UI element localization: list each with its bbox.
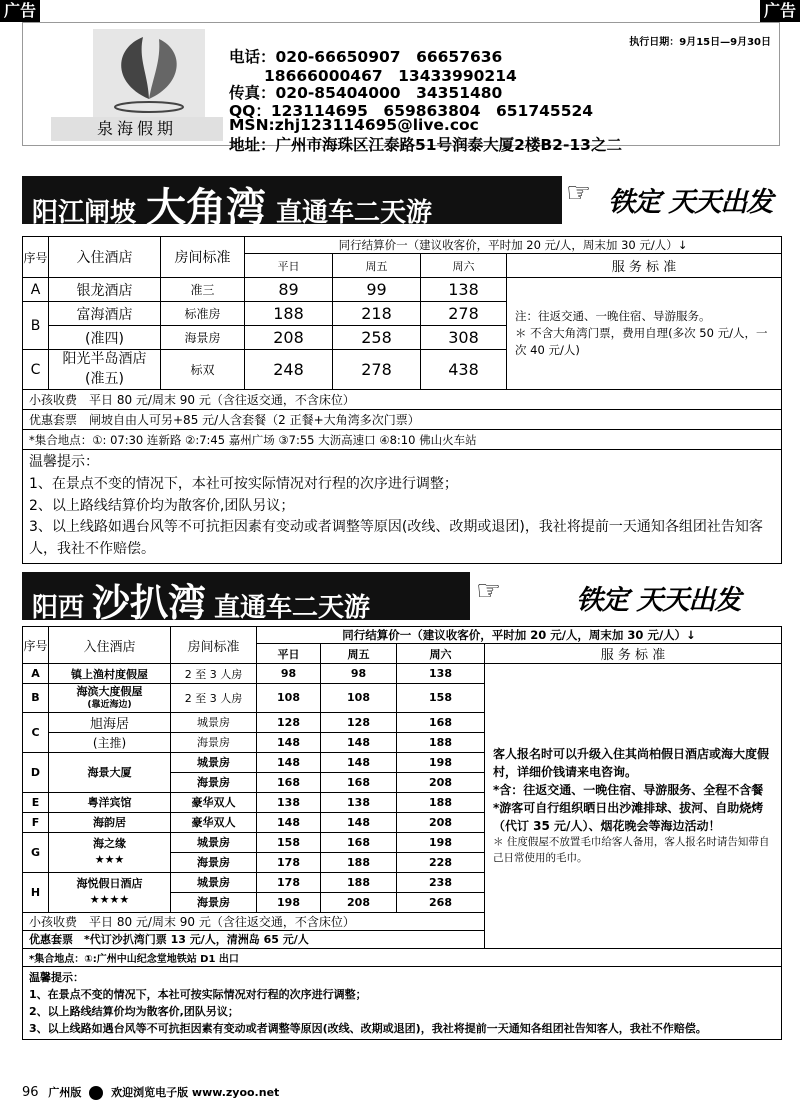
row-hotel [49,350,161,390]
row-seq: C [23,350,49,390]
row-room: 城景房 [171,872,257,892]
section2-child: 小孩收费 平日 80 元/周末 90 元（含往返交通，不含床位） [23,912,782,930]
tip-line: 1、在景点不变的情况下，本社可按实际情况对行程的次序进行调整； [29,475,458,492]
company-logo [93,29,205,119]
section1-title-b: 大角湾 [146,185,267,231]
row-room: 海景房 [171,732,257,752]
row-price: 278 [421,302,507,326]
row-seq: C [23,712,49,752]
address-line: 地址：广州市海珠区江泰路51号润泰大厦2楼B2-13之二 [229,136,622,154]
header-room: 房间标准 [161,237,245,278]
row-price: 188 [397,792,485,812]
row-price: 148 [257,812,321,832]
section1-package: 优惠套票 闸坡自由人可另+85 元/人含套餐（2 正餐+大角湾多次门票） [23,410,782,430]
row-price: 98 [321,664,397,684]
row-hotel: 海韵居 [49,812,171,832]
row-room: 标双 [161,350,245,390]
leaf-logo-icon [93,29,205,119]
row-room: 豪华双人 [171,812,257,832]
row-room: 准三 [161,278,245,302]
row-seq: A [23,664,49,684]
row-room: 海景房 [161,326,245,350]
qq-line: QQ：123114695 659863804 651745524 [229,102,594,120]
row-price: 138 [421,278,507,302]
header-hotel: 入住酒店 [49,627,171,664]
row-room: 城景房 [171,832,257,852]
row-price: 158 [397,684,485,713]
row-price: 148 [257,752,321,772]
tip-line: 3、以上线路如遇台风等不可抗拒因素有变动或者调整等原因(改线、改期或退团)，我社将提前一天通知各组团社告知客人，我社不作赔偿。 [29,1022,707,1036]
row-hotel: 粤洋宾馆 [49,792,171,812]
header-sat: 周六 [421,254,507,278]
header-service: 服 务 标 准 [507,254,782,278]
row-room: 海景房 [171,892,257,912]
pointing-hand-icon: ☞ [476,574,502,607]
section2-price-table [22,626,782,1040]
row-hotel: 银龙酒店 [49,278,161,302]
service-line: ＊ 住度假屋不放置毛巾给客人备用，客人报名时请告知带自己日常使用的毛巾。 [493,836,770,864]
ad-label-right: 广告 [760,0,800,22]
section2-gather: *集合地点：①:广州中山纪念堂地铁站 D1 出口 [23,948,782,966]
row-price: 208 [245,326,333,350]
row-price: 308 [421,326,507,350]
row-price: 138 [257,792,321,812]
row-room: 豪华双人 [171,792,257,812]
row-seq: A [23,278,49,302]
section2-banner [22,572,470,625]
row-hotel [49,872,171,912]
row-price: 128 [257,712,321,732]
section1-slogan: 铁定 天天出发 [608,187,773,218]
tips-title: 温馨提示： [29,970,84,984]
tip-line: 2、以上路线结算价均为散客价,团队另议； [29,497,295,514]
row-price: 148 [321,752,397,772]
row-hotel-grade: (准五) [85,370,124,387]
row-room: 海景房 [171,772,257,792]
section1-price-table [22,236,782,564]
header-seq: 序号 [23,237,49,278]
row-hotel: 海景大厦 [49,752,171,792]
ad-label-left: 广告 [0,0,40,22]
mobile-line: 18666000467 13433990214 [264,67,517,85]
row-price: 188 [397,732,485,752]
footer-brand: 广州版 [48,1086,82,1099]
header-room: 房间标准 [171,627,257,664]
service-line: 客人报名时可以升级入住其尚柏假日酒店或海大度假村，详细价钱请来电咨询。 [493,747,770,780]
header-sat: 周六 [397,644,485,664]
row-seq: H [23,872,49,912]
section2-slogan: 铁定 天天出发 [576,585,741,616]
header-fri: 周五 [333,254,421,278]
row-seq: F [23,812,49,832]
tip-line: 3、以上线路如遇台风等不可抗拒因素有变动或者调整等原因(改线、改期或退团)，我社将提前一天通知各组团社告知客人，我社不作赔偿。 [29,519,763,557]
row-price: 148 [257,732,321,752]
row-price: 188 [245,302,333,326]
star-rating-icon: ★★★ [94,853,125,867]
tips-title: 温馨提示： [29,454,99,471]
header-hotel: 入住酒店 [49,237,161,278]
row-room: 城景房 [171,752,257,772]
header-weekday: 平日 [245,254,333,278]
section1-banner [22,176,562,231]
row-seq: B [23,684,49,713]
row-hotel-name: 海之缘 [93,836,126,850]
section2-title-c: 直通车二天游 [214,593,371,623]
header-service: 服 务 标 准 [485,644,782,664]
row-price: 89 [245,278,333,302]
row-price: 208 [397,812,485,832]
row-hotel: (准四) [49,326,161,350]
page-number: 96 [22,1085,39,1100]
row-price: 138 [321,792,397,812]
service-line: *含：往返交通、一晚住宿、导游服务、全程不含餐 [493,783,764,798]
row-hotel [49,832,171,872]
row-seq: E [23,792,49,812]
row-price: 218 [333,302,421,326]
row-price: 208 [321,892,397,912]
section1-gather: *集合地点：①: 07:30 连新路 ②:7:45 嘉州广场 ③7:55 大沥高速口 ④8:10 佛山火车站 [23,430,782,450]
section1-title-a: 阳江闸坡 [32,198,137,228]
header-price: 同行结算价一（建议收客价，平时加 20 元/人，周末加 30 元/人）↓ [257,627,782,644]
footer-logo-icon [89,1086,103,1100]
row-price: 178 [257,852,321,872]
header-price: 同行结算价一（建议收客价，平时加 20 元/人，周末加 30 元/人）↓ [245,237,782,254]
phone-line: 电话：020-66650907 66657636 [229,48,503,66]
section1-tips [23,450,782,563]
service-line: ＊ 不含大角湾门票，费用自理(多次 50 元/人，一次 40 元/人) [515,325,768,358]
exec-date: 执行日期：9月15日—9月30日 [629,37,771,48]
section2-service [485,664,782,949]
row-price: 138 [397,664,485,684]
row-hotel [49,684,171,713]
row-price: 278 [333,350,421,390]
fax-line: 传真：020-85404000 34351480 [229,84,503,102]
row-price: 158 [257,832,321,852]
service-line: 注：往返交通、一晚住宿、导游服务。 [515,308,711,323]
row-price: 108 [321,684,397,713]
footer-web: 欢迎浏览电子版 www.zyoo.net [111,1086,280,1099]
section2-tips [23,966,782,1039]
row-hotel-note: (靠近海边) [87,700,132,711]
row-price: 188 [321,872,397,892]
row-price: 438 [421,350,507,390]
section2-title-b: 沙扒湾 [92,581,207,625]
row-room: 海景房 [171,852,257,872]
row-room: 2 至 3 人房 [171,684,257,713]
row-hotel: 富海酒店 [49,302,161,326]
row-hotel: (主推) [49,732,171,752]
row-price: 148 [321,732,397,752]
section1-title-c: 直通车二天游 [276,198,433,228]
row-price: 198 [397,832,485,852]
row-price: 128 [321,712,397,732]
row-seq: B [23,302,49,350]
section2-title-a: 阳西 [32,593,85,623]
row-hotel-name: 阳光半岛酒店 [62,351,147,367]
section2-package: 优惠套票 *代订沙扒湾门票 13 元/人，清洲岛 65 元/人 [23,930,782,948]
row-price: 99 [333,278,421,302]
tip-line: 2、以上路线结算价均为散客价,团队另议； [29,1005,239,1019]
row-price: 248 [245,350,333,390]
row-price: 98 [257,664,321,684]
row-price: 228 [397,852,485,872]
section1-child: 小孩收费 平日 80 元/周末 90 元（含往返交通，不含床位） [23,390,782,410]
row-price: 198 [397,752,485,772]
header-fri: 周五 [321,644,397,664]
row-price: 168 [321,772,397,792]
star-rating-icon: ★★★★ [89,893,130,907]
row-room: 标准房 [161,302,245,326]
msn-line: MSN:zhj123114695@live.coc [229,116,479,134]
header-weekday: 平日 [257,644,321,664]
row-price: 168 [321,832,397,852]
row-price: 208 [397,772,485,792]
row-price: 268 [397,892,485,912]
row-room: 2 至 3 人房 [171,664,257,684]
header-seq: 序号 [23,627,49,664]
row-price: 168 [397,712,485,732]
row-room: 城景房 [171,712,257,732]
pointing-hand-icon: ☞ [566,176,592,209]
row-price: 108 [257,684,321,713]
row-hotel-name: 海悦假日酒店 [76,876,143,890]
tip-line: 1、在景点不变的情况下，本社可按实际情况对行程的次序进行调整； [29,988,367,1002]
company-name: 泉海假期 [51,117,223,141]
row-seq: G [23,832,49,872]
row-price: 168 [257,772,321,792]
row-price: 198 [257,892,321,912]
row-hotel-name: 海滨大度假屋 [76,685,143,698]
row-seq: D [23,752,49,792]
row-price: 238 [397,872,485,892]
company-header [22,22,780,154]
row-price: 148 [321,812,397,832]
row-hotel: 旭海居 [49,712,171,732]
row-price: 258 [333,326,421,350]
page-footer [22,1084,279,1100]
row-price: 178 [257,872,321,892]
service-line: *游客可自行组织晒日出沙滩排球、拔河、自助烧烤（代订 35 元/人）、烟花晚会等海边活动！ [493,801,764,834]
section1-service [507,278,782,390]
row-hotel: 镇上渔村度假屋 [49,664,171,684]
row-price: 188 [321,852,397,872]
